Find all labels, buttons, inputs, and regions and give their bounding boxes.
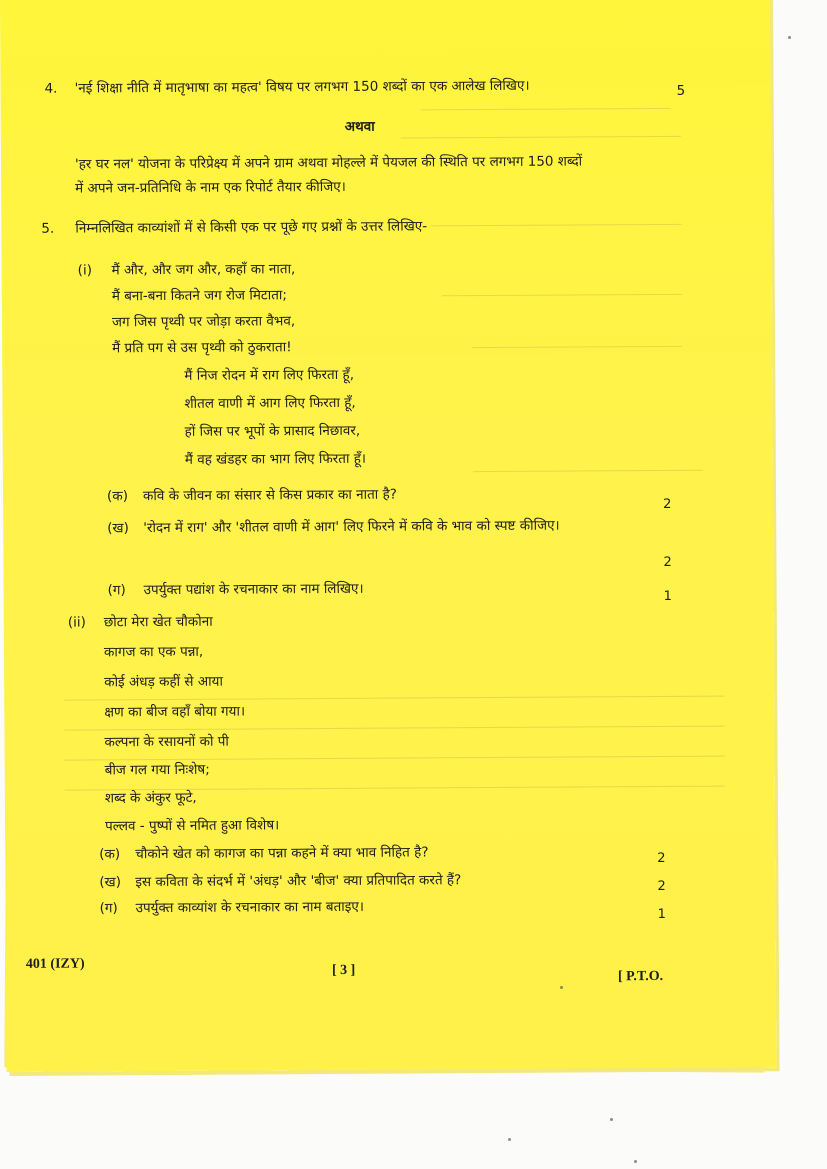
q4-number: 4. [44, 80, 58, 97]
q5-ii-question-text: इस कविता के संदर्भ में 'अंधड़' और 'बीज' क्या प्रतिपादित करते हैं? [135, 872, 462, 891]
scan-speck [610, 1118, 613, 1121]
poem-ii-line: शब्द के अंकुर फूटे, [104, 789, 197, 807]
q5-i-question-text: कवि के जीवन का संसार से किस प्रकार का नाता है? [142, 486, 397, 505]
bleed-through-line [401, 136, 681, 139]
scan-speck [508, 1138, 511, 1141]
bleed-through-line [473, 470, 703, 472]
q5-i-question-marks: 1 [663, 588, 672, 604]
q5-ii-question-label: (ख) [99, 874, 122, 891]
pto-marker: [ P.T.O. [617, 968, 664, 985]
poem-i-line: जग जिस पृथ्वी पर जोड़ा करता वैभव, [111, 313, 296, 331]
poem-ii-line: पल्लव - पुष्पों से नमित हुआ विशेष। [105, 817, 280, 835]
q5-i-question-marks: 2 [663, 554, 672, 570]
poem-i-line: शीतल वाणी में आग लिए फिरता हूँ, [184, 394, 356, 412]
poem-ii-line: कोई अंधड़ कहीं से आया [104, 673, 223, 691]
q4-alt-line-1: 'हर घर नल' योजना के परिप्रेक्ष्य में अपने ग्राम अथवा मोहल्ले में पेयजल की स्थिति पर लगभग 150 शब्दों [74, 153, 583, 173]
bleed-through-line [64, 696, 724, 701]
bleed-through-line [472, 346, 682, 348]
scan-speck [788, 36, 791, 39]
q4-or-separator: अथवा [344, 118, 375, 135]
paper-code: 401 (IZY) [25, 956, 85, 972]
poem-ii-line: बीज गल गया निःशेष; [104, 761, 210, 779]
q5-ii-question-label: (क) [99, 846, 121, 863]
poem-i-line: मैं बना-बना कितने जग रोज मिटाता; [111, 287, 287, 305]
poem-i-line: मैं प्रति पग से उस पृथ्वी को ठुकराता! [112, 339, 292, 357]
scan-speck [634, 1160, 637, 1163]
poem-i-line: हों जिस पर भूपों के प्रासाद निछावर, [184, 422, 361, 440]
poem-i-line: मैं और, और जग और, कहाँ का नाता, [111, 261, 296, 279]
q5-ii-question-marks: 2 [657, 878, 666, 895]
bleed-through-line [64, 726, 724, 731]
q5-part-i-label: (i) [77, 262, 92, 279]
poem-ii-line: कागज का एक पन्ना, [103, 643, 204, 661]
q5-ii-question-label: (ग) [99, 900, 118, 917]
bleed-through-line [442, 294, 682, 296]
q5-text: निम्नलिखित काव्यांशों में से किसी एक पर पूछे गए प्रश्नों के उत्तर लिखिए- [75, 218, 428, 237]
bleed-through-line [421, 108, 671, 111]
q5-ii-question-text: उपर्युक्त काव्यांश के रचनाकार का नाम बताइए। [135, 898, 365, 917]
poem-i-line: मैं वह खंडहर का भाग लिए फिरता हूँ। [184, 450, 367, 468]
q5-ii-question-marks: 2 [657, 850, 666, 867]
bleed-through-line [65, 756, 725, 761]
poem-ii-line: छोटा मेरा खेत चौकोना [103, 613, 213, 631]
bleed-through-line [431, 224, 681, 227]
poem-i-line: मैं निज रोदन में राग लिए फिरता हूँ, [184, 366, 355, 384]
scan-speck [560, 986, 563, 989]
q5-i-question-marks: 2 [663, 496, 672, 512]
q5-part-ii-label: (ii) [67, 614, 86, 631]
q5-ii-question-marks: 1 [657, 906, 666, 922]
q5-i-question-label: (क) [106, 488, 128, 505]
q5-i-question-text: उपर्युक्त पद्यांश के रचनाकार का नाम लिखिए। [143, 580, 364, 599]
page-number: [ 3 ] [331, 962, 356, 978]
q5-i-question-label: (ग) [107, 582, 126, 599]
q5-ii-question-text: चौकोने खेत को कागज का पन्ना कहने में क्या भाव निहित है? [135, 844, 429, 863]
poem-ii-line: क्षण का बीज वहाँ बोया गया। [104, 703, 246, 721]
q4-alt-line-2: में अपने जन-प्रतिनिधि के नाम एक रिपोर्ट तैयार कीजिए। [75, 178, 346, 197]
q5-i-question-label: (ख) [107, 520, 129, 537]
q5-i-question-text: 'रोदन में राग' और 'शीतल वाणी में आग' लिए फिरने में कवि के भाव को स्पष्ट कीजिए। [143, 517, 560, 537]
q4-marks: 5 [676, 82, 686, 99]
q4-text: 'नई शिक्षा नीति में मातृभाषा का महत्व' विषय पर लगभग 150 शब्दों का एक आलेख लिखिए। [74, 77, 530, 97]
q5-number: 5. [41, 220, 55, 237]
poem-ii-line: कल्पना के रसायनों को पी [104, 733, 229, 751]
